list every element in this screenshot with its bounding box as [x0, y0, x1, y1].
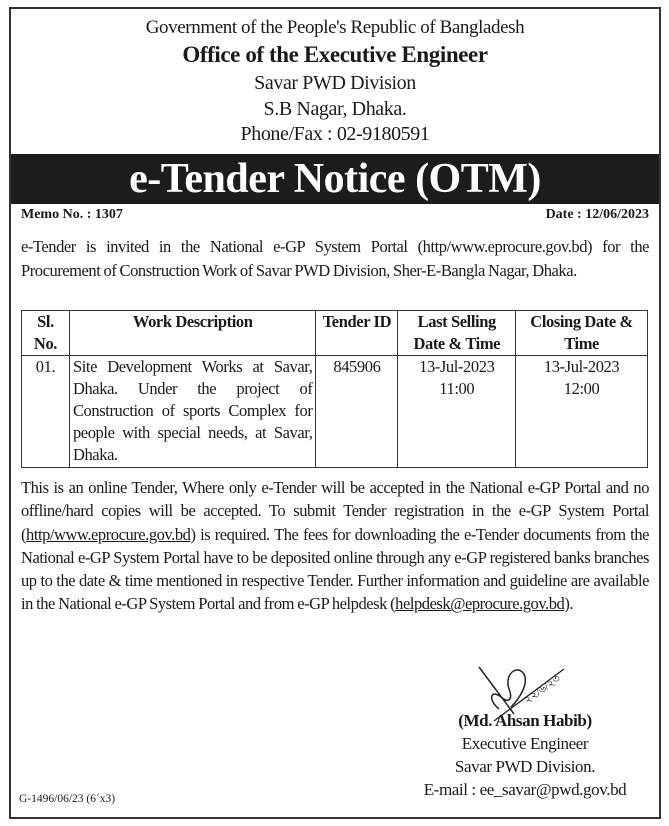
signer-email: E-mail : ee_savar@pwd.gov.bd	[423, 780, 627, 799]
memo-number: Memo No. : 1307	[21, 207, 123, 222]
division-line: Savar PWD Division	[254, 72, 416, 94]
header-last-selling: Last Selling Date & Time	[398, 311, 516, 356]
signature-date: ২২/৬/২৩	[521, 672, 564, 707]
header-tender-id: Tender ID	[316, 311, 398, 356]
signer-division: Savar PWD Division.	[454, 757, 596, 776]
table-header-row	[22, 311, 648, 356]
helpdesk-link[interactable]: helpdesk@eprocure.gov.bd	[395, 594, 565, 614]
memo-date: Date : 12/06/2023	[545, 207, 649, 222]
memo-row	[21, 207, 649, 223]
tender-table	[21, 310, 648, 468]
header-sl: Sl. No.	[22, 311, 70, 356]
notice-title-banner: e-Tender Notice (OTM)	[11, 154, 659, 204]
cell-sl: 01.	[22, 356, 70, 468]
instructions-text: This is an online Tender, Where only e-Tender will be accepted in the National e-GP Portal and no offline/hard copies will be accepted. To submit Tender registration in the e-GP System Portal (	[21, 478, 649, 544]
eprocure-link[interactable]: http/www.eprocure.gov.bd	[26, 524, 191, 544]
cell-last-selling	[398, 356, 516, 468]
office-title: Office of the Executive Engineer	[182, 42, 488, 67]
last-selling-date: 13-Jul-2023	[419, 357, 495, 376]
notice-frame	[9, 7, 661, 819]
last-selling-time: 11:00	[439, 379, 475, 398]
header-description: Work Description	[69, 311, 316, 356]
closing-date: 13-Jul-2023	[543, 357, 620, 376]
government-line: Government of the People's Republic of Bangladesh	[145, 17, 525, 38]
table-row	[22, 356, 648, 468]
address-line: S.B Nagar, Dhaka.	[263, 98, 407, 120]
cell-closing	[516, 356, 648, 468]
instructions-text: ).	[564, 594, 574, 614]
instructions-paragraph	[21, 476, 649, 616]
header-closing: Closing Date & Time	[516, 311, 648, 356]
closing-time: 12:00	[563, 379, 600, 398]
signer-designation: Executive Engineer	[461, 734, 589, 753]
cell-description: Site Development Works at Savar, Dhaka. Under the project of Construction of sports Complex for people with special needs, at Savar, Dhaka.	[69, 356, 316, 468]
intro-paragraph: e-Tender is invited in the National e-GP System Portal (http/www.eprocure.gov.bd) for the Procurement of Construction Work of Savar PWD Division, Sher-E-Bangla Nagar, Dhaka.	[21, 237, 649, 280]
instructions-text: ) is required. The fees for downloading the e-Tender documents from the National e-GP System Portal have to be deposited online through any e-GP registered banks branches up to the date & time mentioned in respective Tender. Further information and guideline are available in the National e-GP System Portal and from e-GP helpdesk (	[21, 524, 649, 614]
signer-name: (Md. Ahsan Habib)	[458, 711, 592, 730]
phone-line: Phone/Fax : 02-9180591	[240, 123, 430, 145]
reference-code: G-1496/06/23 (6´x3)	[19, 793, 116, 805]
cell-tender-id: 845906	[316, 356, 398, 468]
signer-block	[405, 709, 645, 801]
